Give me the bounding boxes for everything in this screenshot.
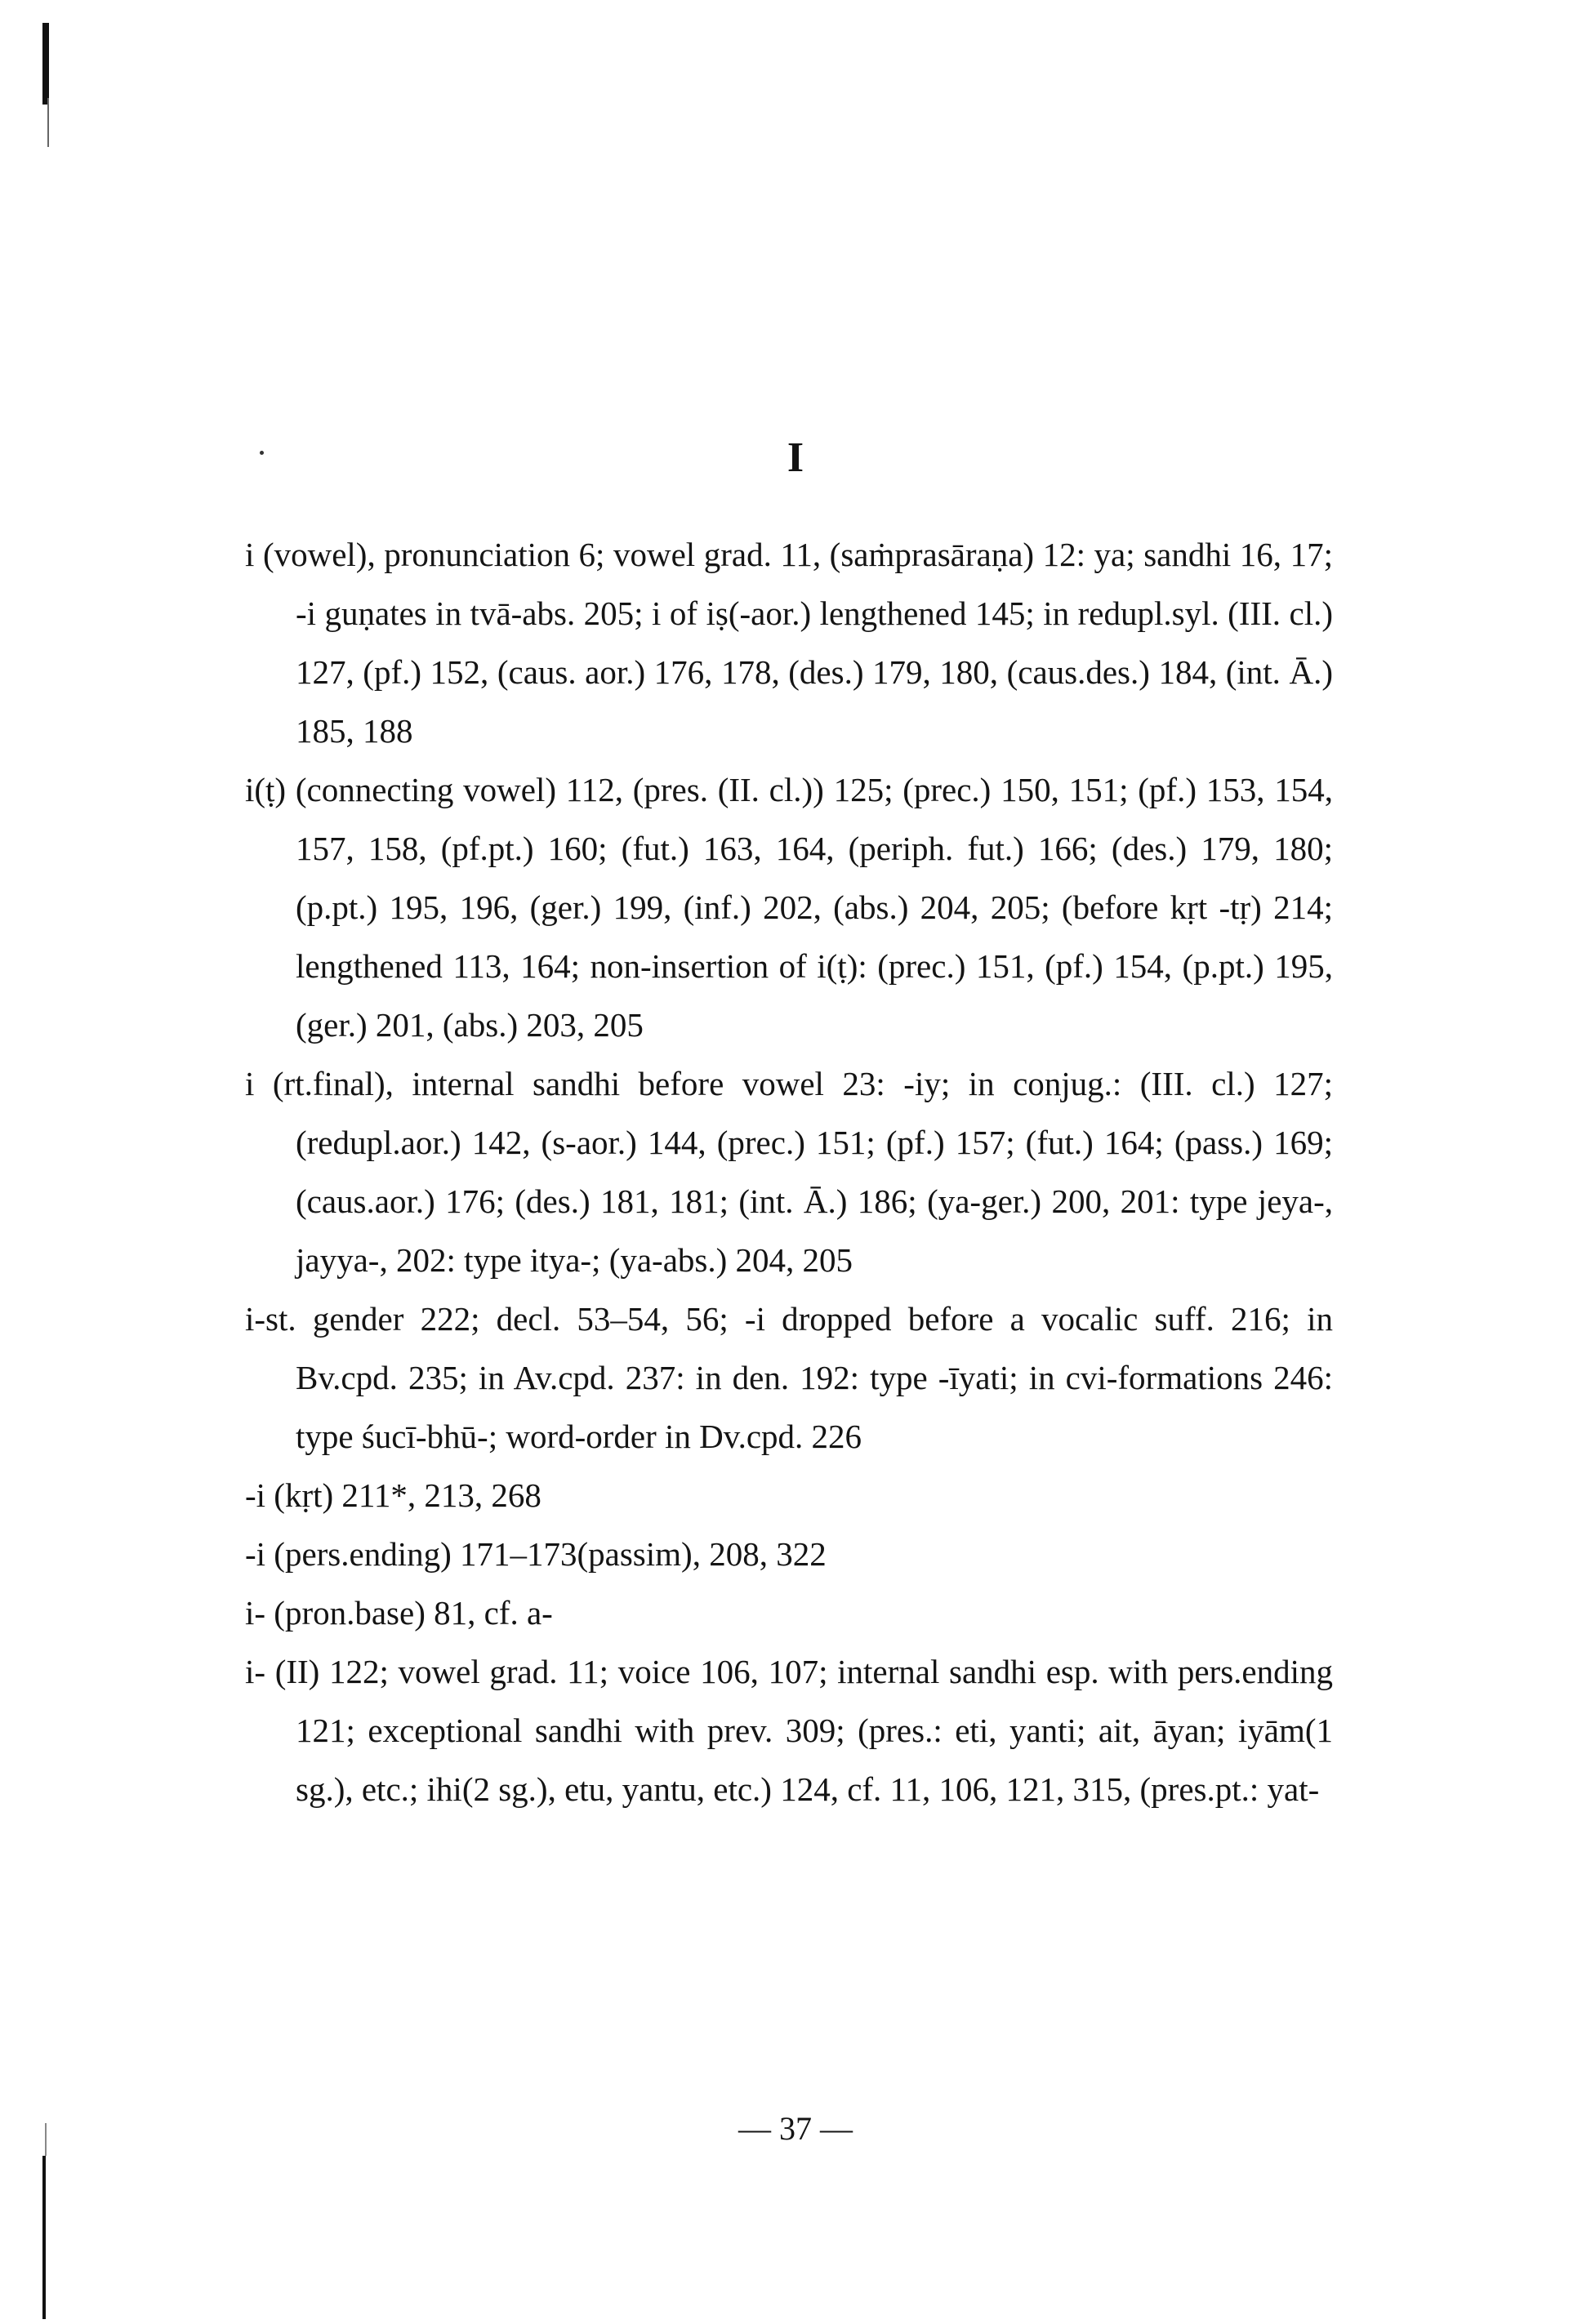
index-entry-i-class-two: i- (II) 122; vowel grad. 11; voice 106, 107; internal sandhi esp. with pers.ending 121; exceptional sandhi with prev. 309; (pres.: eti, yanti; ait, āyan; iyām(1 sg.), etc.; ihi(2 sg.), etu, yantu, etc.) 124, cf. 11, 106, 121, 315, (pres.pt.: yat- [245, 1653, 1333, 1808]
index-entry-i-pron-base: i- (pron.base) 81, cf. a- [245, 1594, 553, 1632]
index-entry-i-stem: i-st. gender 222; decl. 53–54, 56; -i dropped before a vocalic suff. 216; in Bv.cpd. 235; in Av.cpd. 237: in den. 192: type -īyati; in cvi-formations 246: type śucī-bhū-; word-order in Dv.cpd. 226 [245, 1300, 1333, 1455]
index-entry-i-root-final: i (rt.final), internal sandhi before vowel 23: -iy; in conjug.: (III. cl.) 127; (redupl.aor.) 142, (s-aor.) 144, (prec.) 151; (pf.) 157; (fut.) 164; (pass.) 169; (caus.aor.) 176; (des.) 181, 181; (int. Ā.) 186; (ya-ger.) 200, 201: type jeya-, jayya-, 202: type itya-; (ya-abs.) 204, 205 [245, 1065, 1333, 1279]
index-entry-i-connecting-vowel: i(ṭ) (connecting vowel) 112, (pres. (II. cl.)) 125; (prec.) 150, 151; (pf.) 153, 154, 157, 158, (pf.pt.) 160; (fut.) 163, 164, (periph. fut.) 166; (des.) 179, 180; (p.pt.) 195, 196, (ger.) 199, (inf.) 202, (abs.) 204, 205; (before kṛt -tṛ) 214; lengthened 113, 164; non-insertion of i(ṭ): (prec.) 151, (pf.) 154, (p.pt.) 195, (ger.) 201, (abs.) 203, 205 [245, 771, 1333, 1044]
page-number: — 37 — [738, 2110, 853, 2147]
index-entry-i-vowel: i (vowel), pronunciation 6; vowel grad. 11, (saṁprasāraṇa) 12: ya; sandhi 16, 17; -i guṇates in tvā-abs. 205; i of iṣ(-aor.) lengthened 145; in redupl.syl. (III. cl.) 127, (pf.) 152, (caus. aor.) 176, 178, (des.) 179, 180, (caus.des.) 184, (int. Ā.) 185, 188 [245, 536, 1333, 750]
index-entries [245, 525, 1333, 1819]
index-entry-i-pers-ending: -i (pers.ending) 171–173(passim), 208, 322 [245, 1535, 827, 1573]
index-entry-i-krt: -i (kṛt) 211*, 213, 268 [245, 1476, 541, 1514]
section-heading: I [787, 434, 804, 481]
